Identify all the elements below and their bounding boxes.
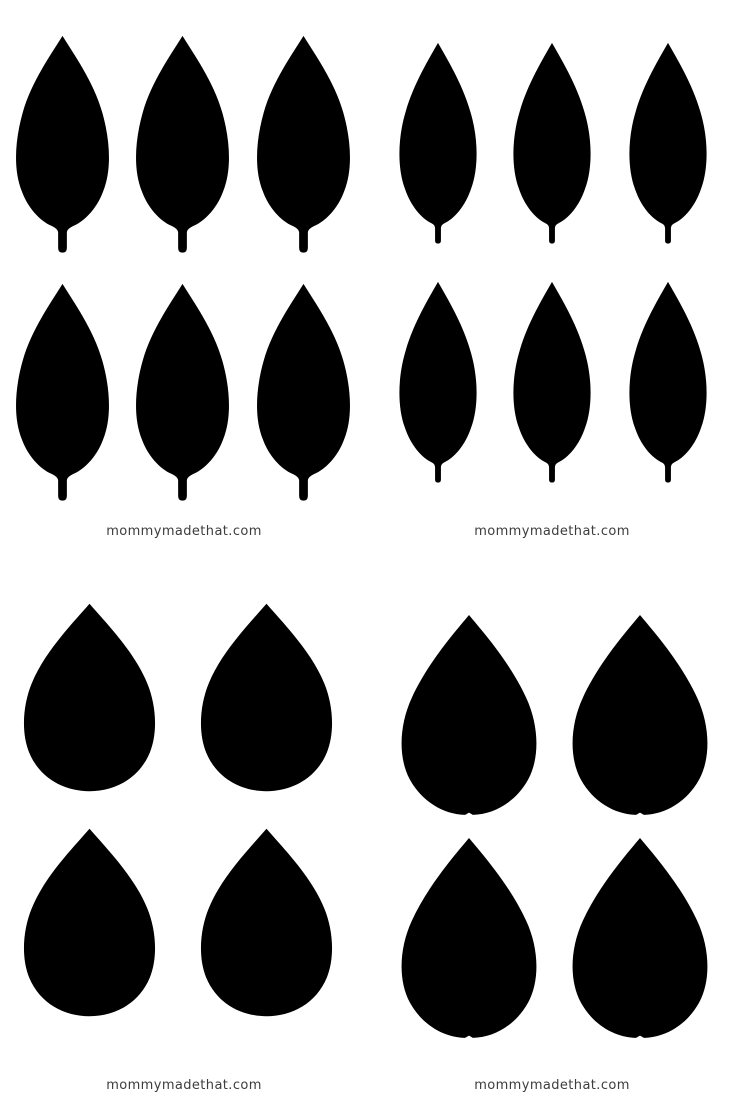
leaf-pointed-veined-3: [624, 40, 712, 247]
leaf-pointed-plain-6: [253, 281, 354, 506]
leaf-teardrop-veined-2: [198, 602, 335, 793]
leaf-teardrop-veined-1: [21, 602, 158, 793]
leaf-pointed-plain-2: [132, 33, 233, 258]
leaf-teardrop-veined-3: [21, 827, 158, 1018]
section-teardrop-plain-leaves: [368, 552, 736, 1104]
leaf-pointed-plain-3: [253, 33, 354, 258]
leaf-teardrop-plain-2: [566, 611, 714, 818]
section-pointed-plain-leaves: [0, 0, 368, 552]
watermark-url: mommymadethat.com: [106, 1078, 262, 1093]
section-teardrop-veined-leaves: [0, 552, 368, 1104]
leaf-pointed-veined-6: [624, 279, 712, 486]
leaf-teardrop-plain-3: [395, 834, 543, 1041]
watermark-url: mommymadethat.com: [474, 1078, 630, 1093]
watermark-url: mommymadethat.com: [474, 524, 630, 539]
leaf-pointed-plain-5: [132, 281, 233, 506]
leaf-teardrop-plain-1: [395, 611, 543, 818]
leaf-teardrop-veined-4: [198, 827, 335, 1018]
leaf-pointed-plain-4: [12, 281, 113, 506]
watermark-url: mommymadethat.com: [106, 524, 262, 539]
leaf-pointed-veined-1: [394, 40, 482, 247]
section-pointed-veined-leaves: [368, 0, 736, 552]
leaf-pointed-plain-1: [12, 33, 113, 258]
leaf-pointed-veined-5: [508, 279, 596, 486]
leaf-pointed-veined-2: [508, 40, 596, 247]
leaf-teardrop-plain-4: [566, 834, 714, 1041]
leaf-pointed-veined-4: [394, 279, 482, 486]
